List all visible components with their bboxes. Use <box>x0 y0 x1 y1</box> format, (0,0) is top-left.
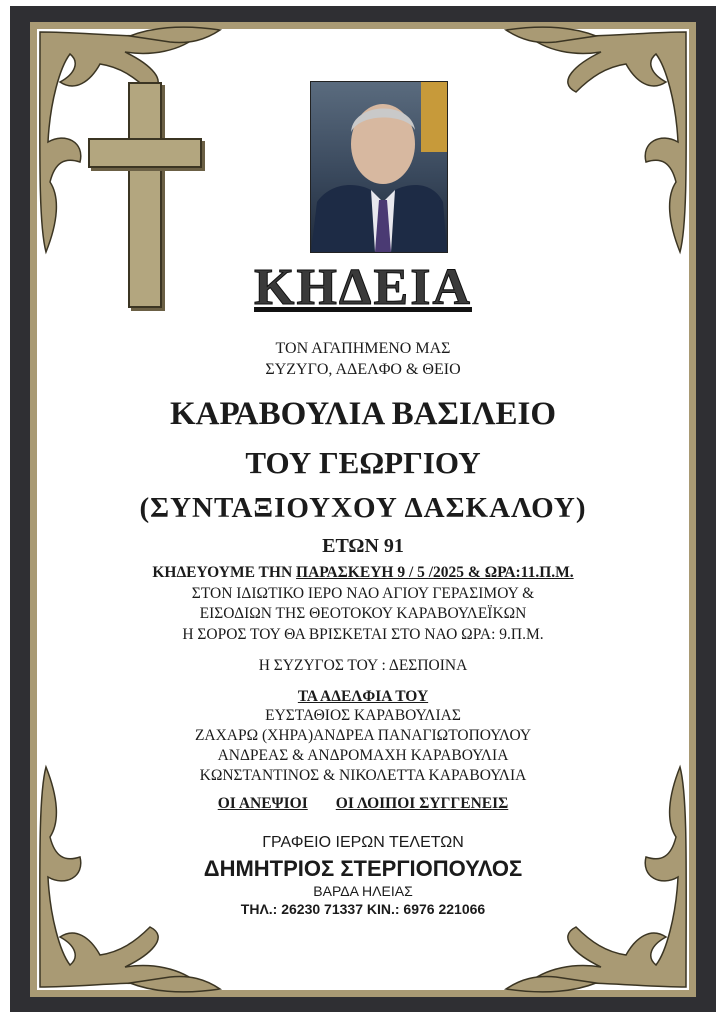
relatives-line <box>0 795 726 813</box>
deceased-photo <box>310 81 448 253</box>
sibling-3: ΑΝΔΡΕΑΣ & ΑΝΔΡΟΜΑΧΗ ΚΑΡΑΒΟΥΛΙΑ <box>217 747 509 764</box>
nephews: ΟΙ ΑΝΕΨΙΟΙ <box>217 795 308 812</box>
intro-line-1: ΤΟΝ ΑΓΑΠΗΜΕΝΟ ΜΑΣ <box>275 340 451 357</box>
siblings-heading: ΤΑ ΑΔΕΛΦΙΑ ΤΟΥ <box>297 688 429 705</box>
father-name: ΤΟΥ ΓΕΩΡΓΙΟΥ <box>245 445 481 480</box>
funeral-prefix: ΚΗΔΕΥΟΥΜΕ ΤΗΝ <box>152 564 297 581</box>
office-name: ΓΡΑΦΕΙΟ ΙΕΡΩΝ ΤΕΛΕΤΩΝ <box>262 834 464 851</box>
office-phones: ΤΗΛ.: 26230 71337 ΚΙΝ.: 6976 221066 <box>240 901 486 917</box>
page-title: ΚΗΔΕΙΑ <box>254 259 472 316</box>
funeral-line-2: ΕΙΣΟΔΙΩΝ ΤΗΣ ΘΕΟΤΟΚΟΥ ΚΑΡΑΒΟΥΛΕΪΚΩΝ <box>199 605 527 622</box>
office-location: ΒΑΡΔΑ ΗΛΕΙΑΣ <box>313 883 413 899</box>
other-relatives: ΟΙ ΛΟΙΠΟΙ ΣΥΓΓΕΝΕΙΣ <box>335 795 509 812</box>
funeral-line-3: Η ΣΟΡΟΣ ΤΟΥ ΘΑ ΒΡΙΣΚΕΤΑΙ ΣΤΟ ΝΑΟ ΩΡΑ: 9.Π.Μ. <box>182 626 544 643</box>
deceased-name: ΚΑΡΑΒΟΥΛΙΑ ΒΑΣΙΛΕΙΟ <box>169 396 557 432</box>
sibling-4: ΚΩΝΣΤΑΝΤΙΝΟΣ & ΝΙΚΟΛΕΤΤΑ ΚΑΡΑΒΟΥΛΙΑ <box>199 767 527 784</box>
age: ΕΤΩΝ 91 <box>322 535 404 557</box>
funeral-datetime: ΠΑΡΑΣΚΕΥΗ 9 / 5 /2025 & ΩΡΑ:11.Π.Μ. <box>296 564 574 581</box>
intro-line-2: ΣΥΖΥΓΟ, ΑΔΕΛΦΟ & ΘΕΙΟ <box>265 361 461 378</box>
sibling-1: ΕΥΣΤΑΘΙΟΣ ΚΑΡΑΒΟΥΛΙΑΣ <box>265 707 461 724</box>
funeral-datetime-line <box>0 564 726 582</box>
funeral-line-1: ΣΤΟΝ ΙΔΙΩΤΙΚΟ ΙΕΡΟ ΝΑΟ ΑΓΙΟΥ ΓΕΡΑΣΙΜΟΥ & <box>191 585 535 602</box>
sibling-2: ΖΑΧΑΡΩ (ΧΗΡΑ)ΑΝΔΡΕΑ ΠΑΝΑΓΙΩΤΟΠΟΥΛΟΥ <box>194 727 532 744</box>
profession: (ΣΥΝΤΑΞΙΟΥΧΟΥ ΔΑΣΚΑΛΟΥ) <box>139 492 587 524</box>
spouse-line: Η ΣΥΖΥΓΟΣ ΤΟΥ : ΔΕΣΠΟΙΝΑ <box>258 657 468 674</box>
office-owner: ΔΗΜΗΤΡΙΟΣ ΣΤΕΡΓΙΟΠΟΥΛΟΣ <box>203 856 523 881</box>
corner-ornament-top-right <box>496 22 696 282</box>
